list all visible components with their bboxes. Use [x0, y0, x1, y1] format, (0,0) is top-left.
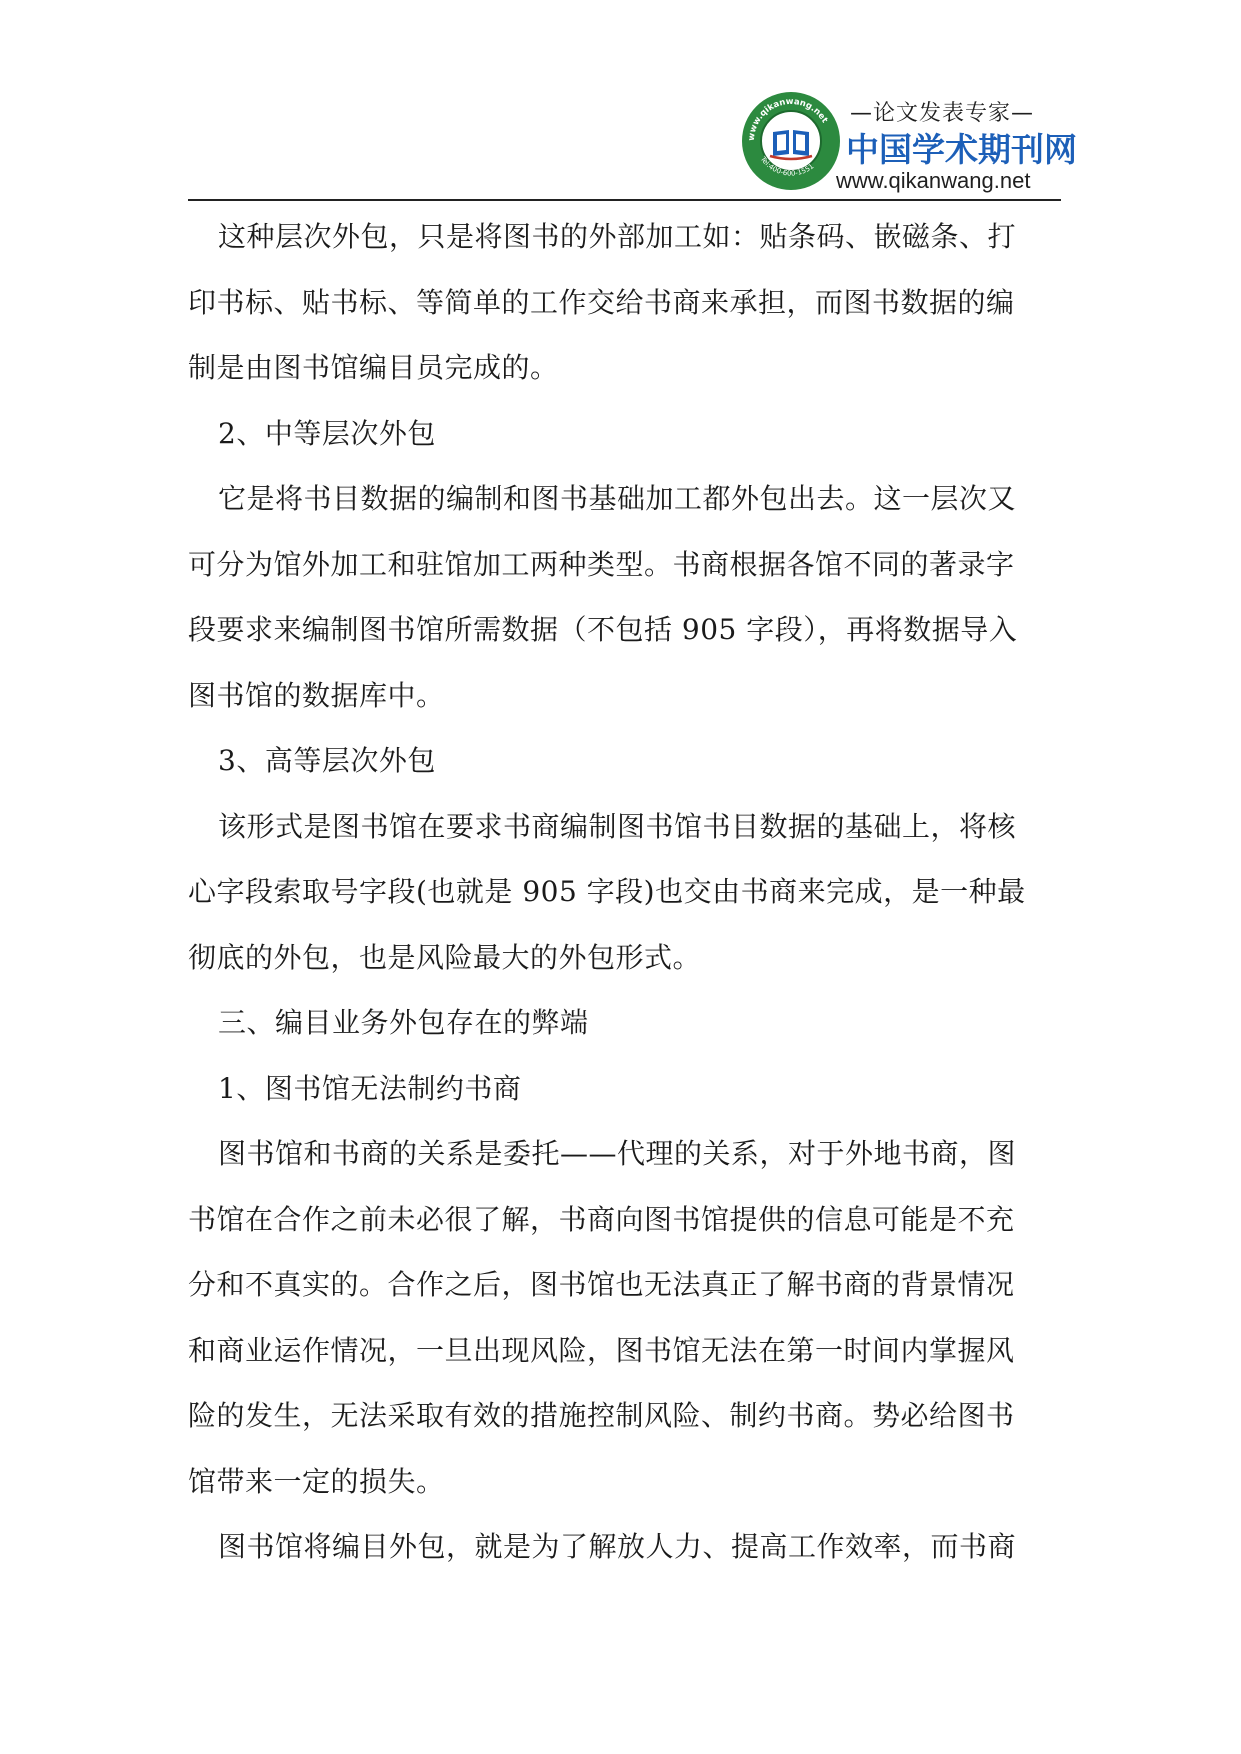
paragraph-line: 图书馆的数据库中。	[188, 678, 445, 712]
paragraph-line: 它是将书目数据的编制和图书基础加工都外包出去。这一层次又	[218, 482, 1017, 515]
site-logo	[740, 86, 1077, 198]
paragraph-line: 图书馆将编目外包，就是为了解放人力、提高工作效率，而书商	[218, 1530, 1017, 1563]
paragraph-line: 可分为馆外加工和驻馆加工两种类型。书商根据各馆不同的著录字	[188, 547, 1015, 581]
article-body	[188, 204, 1048, 1580]
paragraph-line: 该形式是图书馆在要求书商编制图书馆书目数据的基础上，将核	[218, 809, 1017, 843]
section-heading: 2、中等层次外包	[218, 416, 436, 450]
chapter-heading: 三、编目业务外包存在的弊端	[218, 1006, 589, 1039]
paragraph-line: 馆带来一定的损失。	[188, 1464, 445, 1498]
section-heading: 1、图书馆无法制约书商	[218, 1071, 522, 1105]
paragraph-line: 彻底的外包，也是风险最大的外包形式。	[188, 940, 702, 974]
paragraph-line: 分和不真实的。合作之后，图书馆也无法真正了解书商的背景情况	[188, 1268, 1015, 1301]
seal-url-text: www.qikanwang.net	[746, 96, 830, 142]
paragraph-line: 心字段索取号字段(也就是 905 字段)也交由书商来完成，是一种最	[188, 875, 1026, 908]
logo-site-name: 中国学术期刊网	[846, 130, 1077, 169]
paragraph-line: 险的发生，无法采取有效的措施控制风险、制约书商。势必给图书	[188, 1399, 1015, 1432]
header-divider	[188, 199, 1061, 201]
paragraph-line: 和商业运作情况，一旦出现风险，图书馆无法在第一时间内掌握风	[188, 1333, 1015, 1367]
seal-logo-icon	[740, 90, 842, 192]
paragraph-line: 制是由图书馆编目员完成的。	[188, 351, 559, 384]
paragraph-line: 这种层次外包，只是将图书的外部加工如：贴条码、嵌磁条、打	[218, 220, 1017, 253]
paragraph-line: 书馆在合作之前未必很了解，书商向图书馆提供的信息可能是不充	[188, 1202, 1015, 1236]
logo-url: www.qikanwang.net	[836, 168, 1031, 193]
section-heading: 3、高等层次外包	[218, 744, 436, 777]
paragraph-line: 图书馆和书商的关系是委托——代理的关系，对于外地书商，图	[218, 1137, 1017, 1170]
paragraph-line: 印书标、贴书标、等简单的工作交给书商来承担，而图书数据的编	[188, 285, 1015, 319]
logo-tagline: —论文发表专家—	[850, 101, 1035, 126]
seal-phone-text: Tel:400-600-1551	[758, 155, 816, 178]
paragraph-line: 段要求来编制图书馆所需数据（不包括 905 字段），再将数据导入	[188, 613, 1018, 646]
